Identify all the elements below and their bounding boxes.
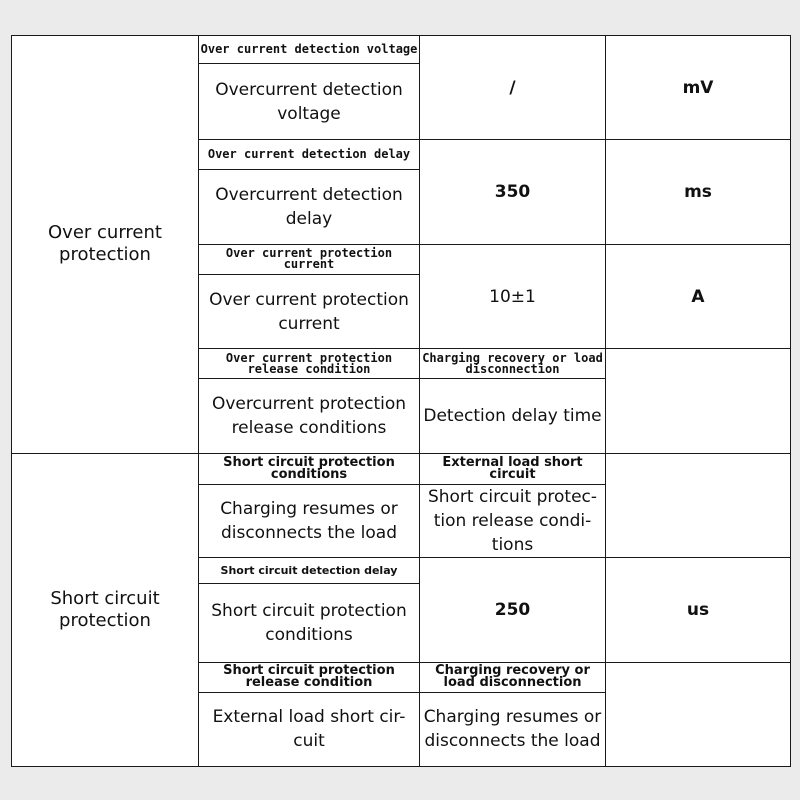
param-name: Charging resumes or disconnects the load	[220, 498, 398, 543]
unit-cell	[606, 349, 791, 453]
param-cell	[199, 244, 420, 348]
unit-cell: A	[606, 244, 791, 348]
value-cell	[420, 349, 606, 453]
section-short-circuit: Short circuit protection	[12, 453, 199, 766]
value-text: Short circuit protec-tion release condi-tions	[427, 486, 598, 555]
value-cell	[420, 453, 606, 557]
value-cell: 10±1	[420, 244, 606, 348]
unit-cell	[606, 453, 791, 557]
param-header: Short circuit detection delay	[199, 558, 419, 584]
table-row	[12, 453, 791, 557]
param-cell	[199, 558, 420, 662]
table-row	[12, 36, 791, 140]
param-header: Over current detection voltage	[199, 36, 419, 64]
param-name: Over current protection current	[209, 289, 409, 334]
spec-table	[11, 35, 791, 767]
param-header: Over current protection current	[199, 245, 419, 275]
unit-cell: mV	[606, 36, 791, 140]
unit-cell: ms	[606, 140, 791, 244]
value-text: Detection delay time	[423, 405, 602, 426]
value-cell: 250	[420, 558, 606, 662]
param-name: Overcurrent detection voltage	[215, 79, 403, 124]
unit-cell: us	[606, 558, 791, 662]
param-header: Short circuit protection release condition	[199, 663, 419, 693]
param-cell	[199, 662, 420, 766]
section-over-current: Over current protection	[12, 36, 199, 454]
unit-cell	[606, 662, 791, 766]
value-header: External load short circuit	[420, 454, 605, 485]
param-name: Overcurrent protection release conditions	[211, 393, 407, 438]
param-cell	[199, 349, 420, 453]
param-name: External load short cir-cuit	[212, 707, 406, 752]
value-text: Charging resumes or disconnects the load	[423, 707, 602, 752]
value-header: Charging recovery or load disconnection	[420, 663, 605, 693]
value-cell: /	[420, 36, 606, 140]
param-cell	[199, 36, 420, 140]
value-cell: 350	[420, 140, 606, 244]
param-cell	[199, 453, 420, 557]
param-cell	[199, 140, 420, 244]
value-cell	[420, 662, 606, 766]
param-header: Over current detection delay	[199, 140, 419, 170]
param-name: Short circuit protection conditions	[211, 600, 407, 645]
param-name: Overcurrent detection delay	[215, 185, 403, 230]
param-header: Over current protection release condition	[199, 349, 419, 379]
value-header: Charging recovery or load disconnection	[420, 349, 605, 379]
param-header: Short circuit protection conditions	[199, 454, 419, 485]
